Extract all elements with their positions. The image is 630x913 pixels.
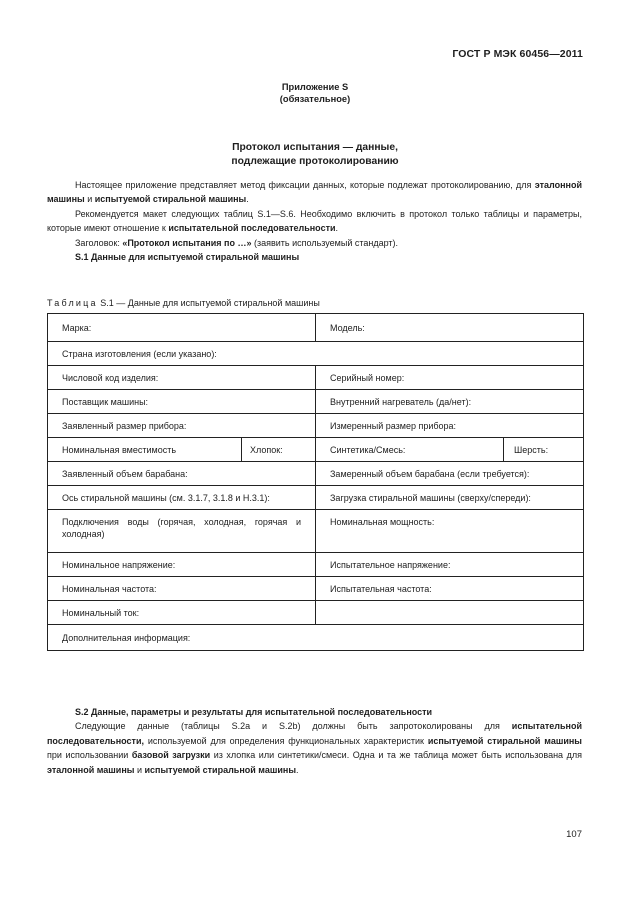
intro-paragraph-1: Настоящее приложение представляет метод фиксации данных, которые подлежат протоколированию, для эталонной машины и испытуемой стиральной машины.: [47, 180, 582, 205]
table-row: [48, 577, 584, 601]
cell-serial: Серийный номер:: [316, 366, 584, 390]
table-row: [48, 486, 584, 510]
section-s1-heading: S.1 Данные для испытуемой стиральной машины: [75, 252, 300, 263]
cell-wool: Шерсть:: [504, 438, 584, 462]
cell-cotton: Хлопок:: [242, 438, 316, 462]
table-row: [48, 625, 584, 651]
section-s2: [47, 705, 582, 777]
table-row: [48, 510, 584, 553]
intro-text: [47, 178, 582, 264]
appendix-title: Приложение S: [281, 82, 349, 92]
cell-water: Подключения воды (горячая, холодная, горячая и холодная): [48, 510, 316, 553]
cell-product-code: Числовой код изделия:: [48, 366, 316, 390]
table-caption: [47, 298, 320, 308]
cell-model: Модель:: [316, 314, 584, 342]
section-s2-paragraph: Следующие данные (таблицы S.2a и S.2b) должны быть запротоколированы для испытательной последовательности, используемой для определения функциональных характеристик испытуемой стиральной машины при использовании базовой загрузки из хлопка или синтетики/смеси. Одна и та же таблица может быть использована для эталонной машины и испытуемой стиральной машины.: [47, 721, 582, 775]
table-row: [48, 390, 584, 414]
cell-supplier: Поставщик машины:: [48, 390, 316, 414]
cell-additional: Дополнительная информация:: [48, 625, 584, 651]
cell-nominal-power: Номинальная мощность:: [316, 510, 584, 553]
cell-declared-drum: Заявленный объем барабана:: [48, 462, 316, 486]
protocol-title-line1: Протокол испытания — данные,: [232, 142, 398, 153]
intro-paragraph-3: Заголовок: «Протокол испытания по …» (заявить используемый стандарт).: [75, 237, 399, 248]
protocol-title-line2: подлежащие протоколированию: [231, 156, 399, 167]
page-number: 107: [566, 829, 582, 840]
cell-brand: Марка:: [48, 314, 316, 342]
cell-nominal-frequency: Номинальная частота:: [48, 577, 316, 601]
cell-empty: [316, 601, 584, 625]
cell-nominal-capacity: Номинальная вместимость: [48, 438, 242, 462]
table-row: [48, 553, 584, 577]
table-row: [48, 314, 584, 342]
cell-country: Страна изготовления (если указано):: [48, 342, 584, 366]
table-row: [48, 601, 584, 625]
protocol-heading: [0, 141, 630, 169]
table-row: [48, 438, 584, 462]
table-caption-text: S.1 — Данные для испытуемой стиральной машины: [100, 298, 320, 308]
cell-heater: Внутренний нагреватель (да/нет):: [316, 390, 584, 414]
cell-measured-size: Измеренный размер прибора:: [316, 414, 584, 438]
cell-nominal-voltage: Номинальное напряжение:: [48, 553, 316, 577]
cell-loading: Загрузка стиральной машины (сверху/спереди):: [316, 486, 584, 510]
washing-machine-data-table: [47, 313, 584, 651]
intro-paragraph-2: Рекомендуется макет следующих таблиц S.1—S.6. Необходимо включить в протокол только таблицы и параметры, которые имеют отношение к испытательной последовательности.: [47, 208, 582, 234]
cell-test-frequency: Испытательная частота:: [316, 577, 584, 601]
cell-synthetic: Синтетика/Смесь:: [316, 438, 504, 462]
appendix-status: (обязательное): [279, 93, 351, 104]
appendix-heading: [0, 82, 630, 105]
table-row: [48, 342, 584, 366]
cell-test-voltage: Испытательное напряжение:: [316, 553, 584, 577]
table-row: [48, 462, 584, 486]
section-s2-heading: S.2 Данные, параметры и результаты для испытательной последовательности: [75, 707, 433, 717]
cell-axis: Ось стиральной машины (см. 3.1.7, 3.1.8 и Н.3.1):: [48, 486, 316, 510]
table-row: [48, 414, 584, 438]
table-caption-prefix: Таблица: [47, 298, 98, 308]
standard-header: ГОСТ Р МЭК 60456—2011: [452, 48, 583, 60]
cell-declared-size: Заявленный размер прибора:: [48, 414, 316, 438]
cell-measured-drum: Замеренный объем барабана (если требуется):: [316, 462, 584, 486]
cell-nominal-current: Номинальный ток:: [48, 601, 316, 625]
table-row: [48, 366, 584, 390]
